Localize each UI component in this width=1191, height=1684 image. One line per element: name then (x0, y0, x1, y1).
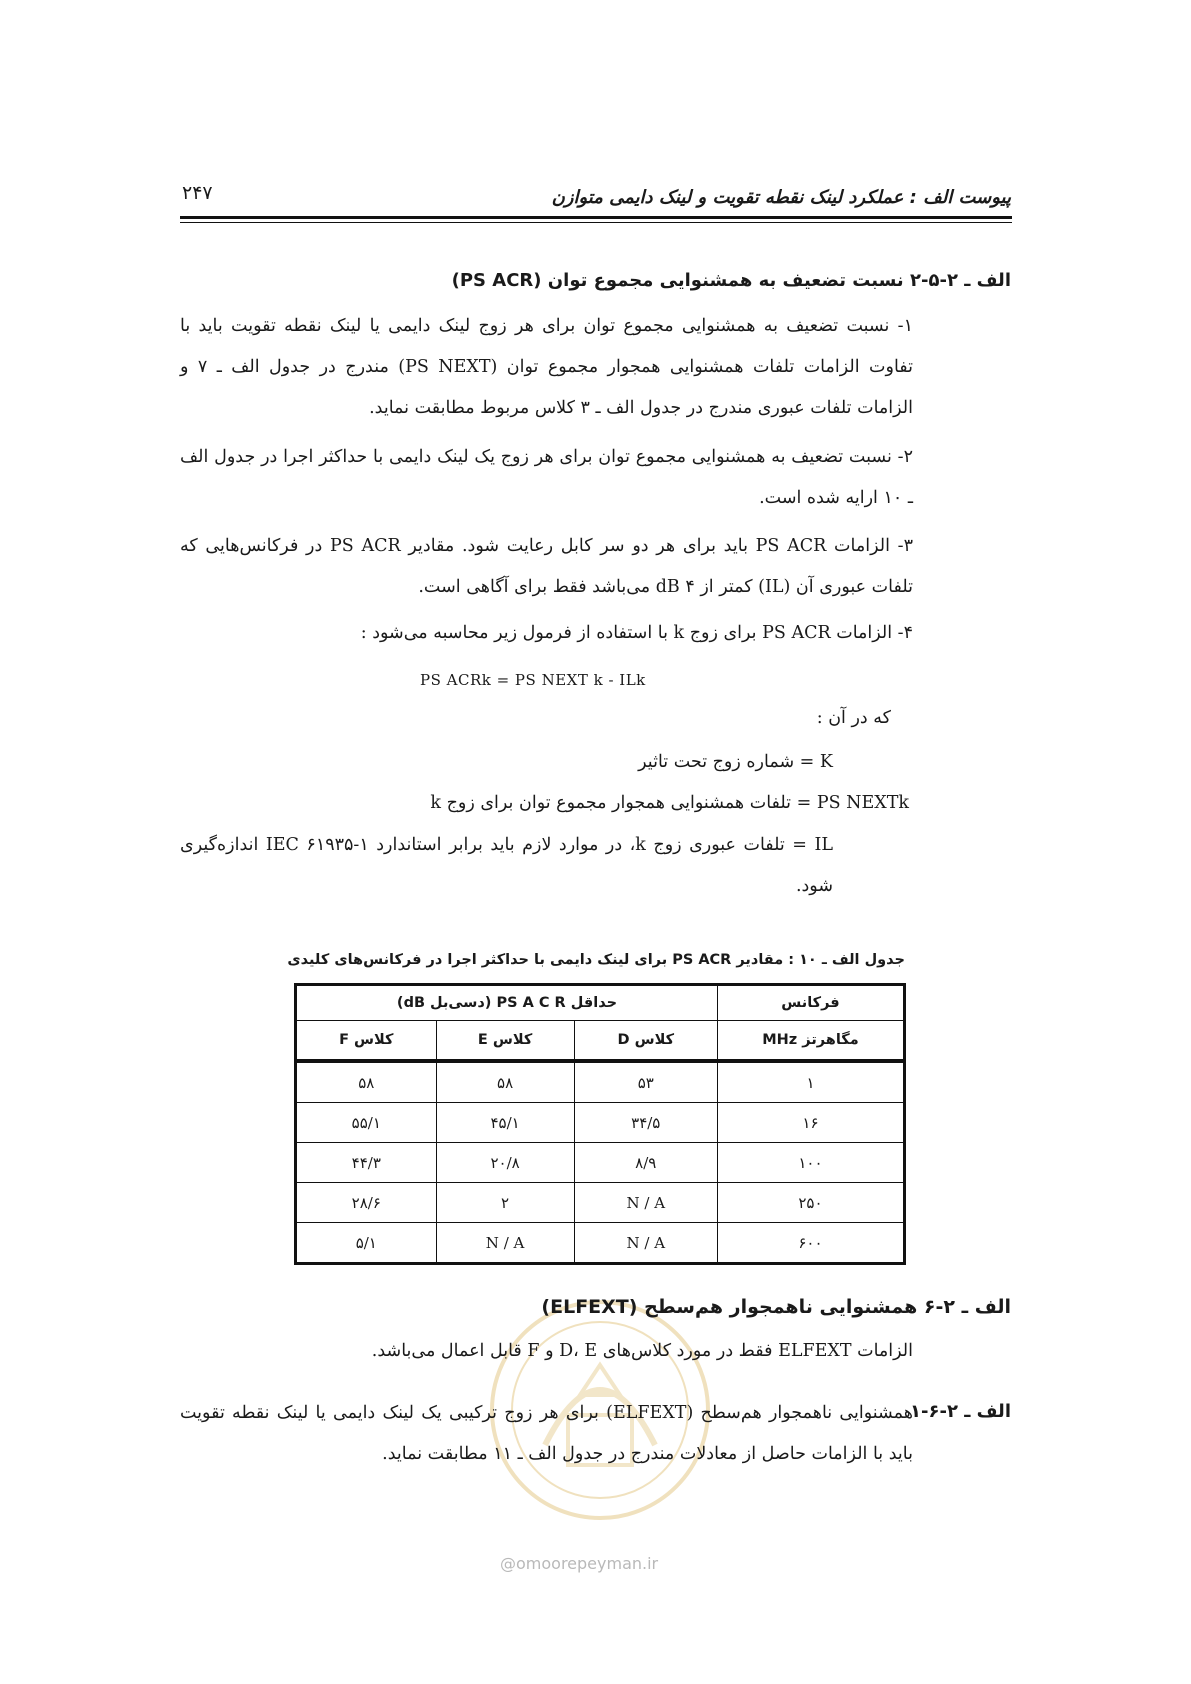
table-cell-class-e: ۵۸ (436, 1063, 574, 1103)
table-header-class-d: کلاس D (574, 1021, 717, 1061)
table-row (296, 1103, 905, 1143)
page-number: ۲۴۷ (182, 182, 213, 204)
table-cell-class-f: ۵/۱ (296, 1223, 437, 1264)
paragraph-elfext-requirement: همشنوایی ناهمجوار هم‌سطح (ELFEXT) برای هر زوج ترکیبی یک لینک دایمی یا لینک نقطه تقویت باید با الزامات حاصل از معادلات مندرج در جدول الف ـ ۱۱ مطابقت نماید. (180, 1403, 913, 1464)
table-cell-frequency: ۱۶ (717, 1103, 904, 1143)
table-cell-class-e: ۴۵/۱ (436, 1103, 574, 1143)
table-cell-frequency: ۱ (717, 1063, 904, 1103)
watermark-website: @omoorepeyman.ir (500, 1554, 659, 1573)
table-row (296, 1223, 905, 1264)
table-caption: جدول الف ـ ۱۰ : مقادیر PS ACR برای لینک دایمی با حداکثر اجرا در فرکانس‌های کلیدی (287, 952, 905, 968)
table-cell-frequency: ۲۵۰ (717, 1183, 904, 1223)
header-rule-thin (180, 222, 1012, 223)
paragraph-item-4: ۴- الزامات PS ACR برای زوج k با استفاده از فرمول زیر محاسبه می‌شود : (360, 623, 913, 643)
table-row (296, 1143, 905, 1183)
table-header-class-f: کلاس F (296, 1021, 437, 1061)
ps-acr-table (294, 983, 906, 1265)
table-cell-class-d: N / A (574, 1183, 717, 1223)
paragraph-item-1: ۱- نسبت تضعیف به همشنوایی مجموع توان برای هر زوج لینک دایمی یا لینک نقطه تقویت باید با تفاوت الزامات تلفات همشنوایی همجوار مجموع توان (PS NEXT) مندرج در جدول الف ـ ۷ و الزامات تلفات عبوری مندرج در جدول الف ـ ۳ کلاس مربوط مطابقت نماید. (180, 316, 913, 418)
table-cell-class-e: N / A (436, 1223, 574, 1264)
table-header-class-e: کلاس E (436, 1021, 574, 1061)
table-header-frequency: فرکانس (717, 985, 904, 1021)
definition-k: K = شماره زوج تحت تاثیر (638, 752, 833, 772)
header-rule-thick (180, 216, 1012, 219)
table-header-min-ps-acr: حداقل PS A C R (دسی‌بل dB) (296, 985, 718, 1021)
running-header-title: پیوست الف : عملکرد لینک نقطه تقویت و لینک دایمی متوازن (551, 187, 1011, 208)
subsection-heading-2-6-1: الف ـ ۲-۶-۱ (909, 1401, 1011, 1422)
paragraph-item-2: ۲- نسبت تضعیف به همشنوایی مجموع توان برای هر زوج یک لینک دایمی با حداکثر اجرا در جدول الف ـ ۱۰ ارایه شده است. (180, 447, 913, 508)
definition-il: IL = تلفات عبوری زوج k، در موارد لازم باید برابر استاندارد IEC ۶۱۹۳۵-۱ اندازه‌گیری شود. (180, 835, 833, 896)
table-cell-class-f: ۵۸ (296, 1063, 437, 1103)
paragraph-elfext-scope: الزامات ELFEXT فقط در مورد کلاس‌های D، E و F قابل اعمال می‌باشد. (371, 1341, 913, 1361)
section-heading-elfext: الف ـ ۲-۶ همشنوایی ناهمجوار هم‌سطح (ELFEXT) (541, 1296, 1011, 1318)
table-cell-class-e: ۲۰/۸ (436, 1143, 574, 1183)
table-cell-class-f: ۵۵/۱ (296, 1103, 437, 1143)
table-cell-class-d: ۸/۹ (574, 1143, 717, 1183)
paragraph-item-3: ۳- الزامات PS ACR باید برای هر دو سر کابل رعایت شود. مقادیر PS ACR در فرکانس‌هایی که تلفات عبوری آن (IL) کمتر از ۴ dB می‌باشد فقط برای آگاهی است. (180, 536, 913, 597)
table-cell-frequency: ۶۰۰ (717, 1223, 904, 1264)
table-row (296, 1183, 905, 1223)
table-row (296, 1063, 905, 1103)
table-cell-class-f: ۴۴/۳ (296, 1143, 437, 1183)
where-label: که در آن : (816, 708, 891, 728)
table-cell-class-d: ۵۳ (574, 1063, 717, 1103)
formula-ps-acr: PS ACRk = PS NEXT k - ILk (420, 671, 646, 689)
table-cell-class-d: ۳۴/۵ (574, 1103, 717, 1143)
table-cell-class-e: ۲ (436, 1183, 574, 1223)
section-heading-ps-acr: الف ـ ۲-۵-۲ نسبت تضعیف به همشنوایی مجموع توان (PS ACR) (451, 270, 1011, 291)
table-cell-class-f: ۲۸/۶ (296, 1183, 437, 1223)
table-cell-frequency: ۱۰۰ (717, 1143, 904, 1183)
table-header-frequency-unit: مگاهرتز MHz (717, 1021, 904, 1061)
definition-ps-next: PS NEXTk = تلفات همشنوایی همجوار مجموع توان برای زوج k (430, 793, 909, 813)
table-cell-class-d: N / A (574, 1223, 717, 1264)
